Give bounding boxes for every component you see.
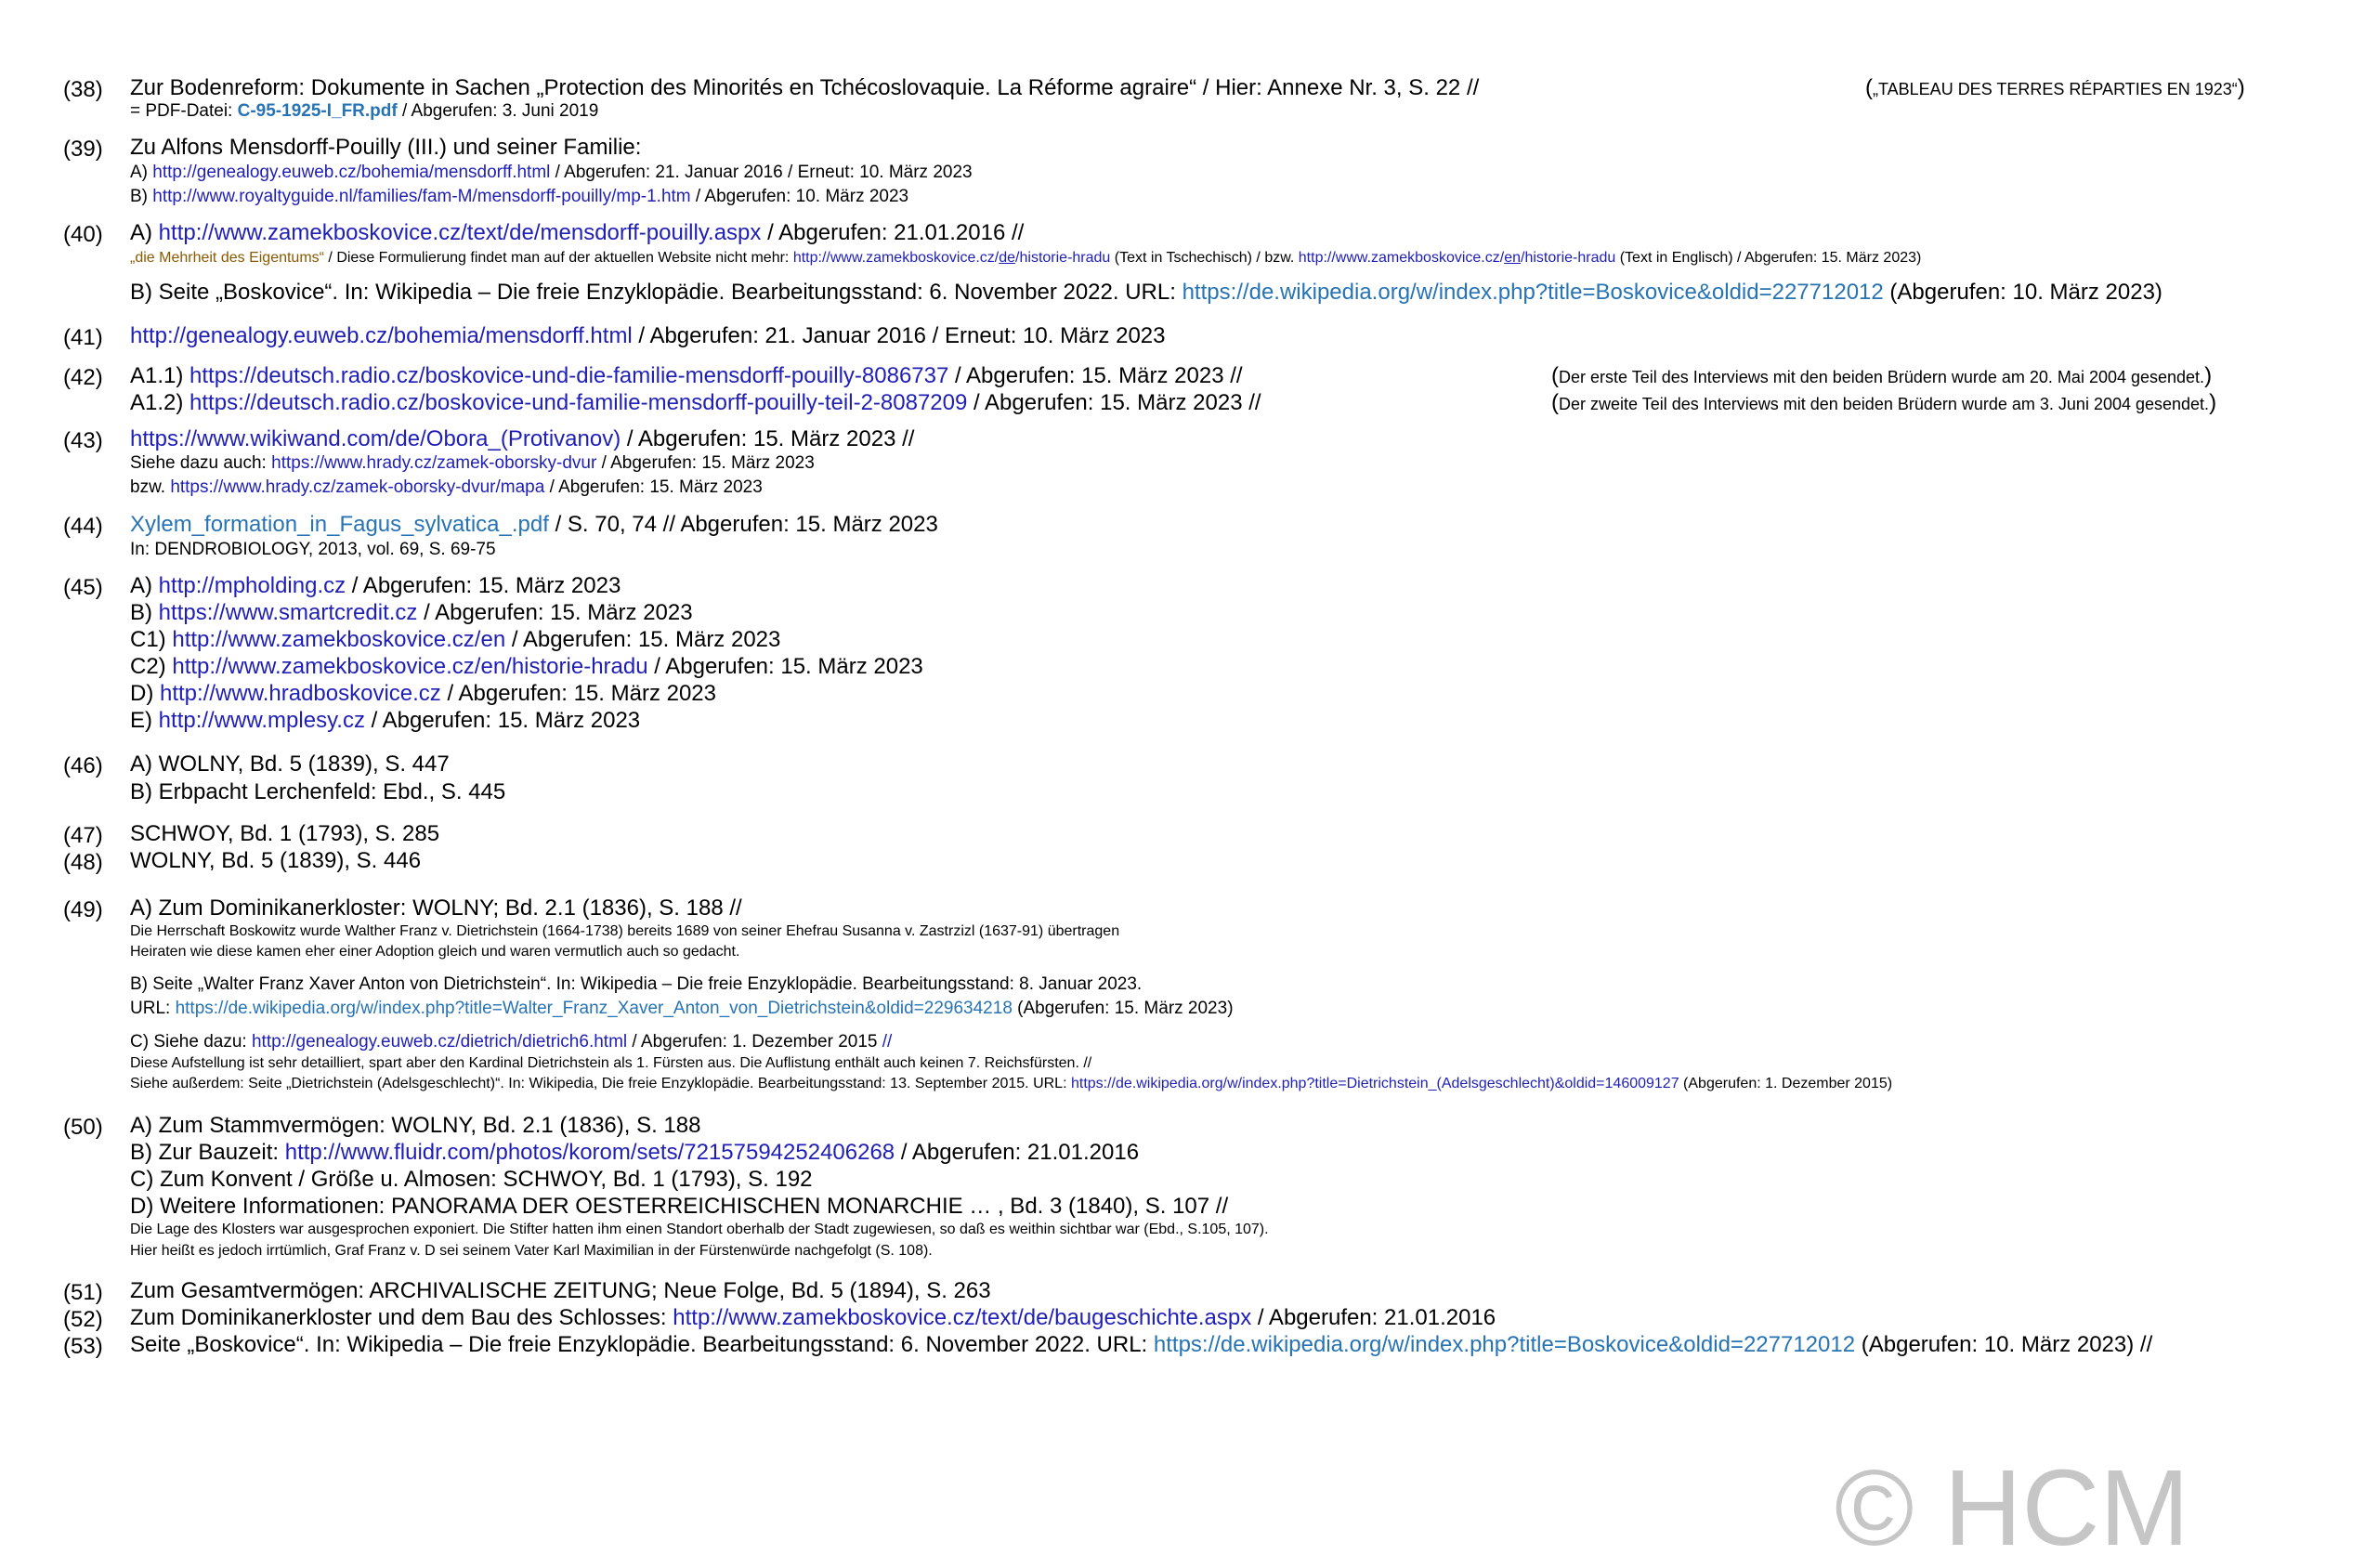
side-note-text: Der erste Teil des Interviews mit den beiden Brüdern wurde am 20. Mai 2004 gesendet. bbox=[1559, 368, 2205, 386]
reference-link[interactable]: https://www.hrady.cz/zamek-oborsky-dvur/mapa bbox=[170, 477, 545, 497]
footnote-text: Hier heißt es jedoch irrtümlich, Graf Franz v. D sei seinem Vater Karl Maximilian in der Fürstenwürde nachgefolgt (S. 108). bbox=[130, 1243, 933, 1259]
footnote-text: (Abgerufen: 1. Dezember 2015) bbox=[1679, 1076, 1893, 1091]
reference-link[interactable]: http://www.zamekboskovice.cz/en bbox=[172, 627, 506, 652]
footnote-text: A) Zum Dominikanerkloster: WOLNY; Bd. 2.1 (1836), S. 188 // bbox=[130, 895, 742, 921]
reference-link[interactable]: https://www.hrady.cz/zamek-oborsky-dvur bbox=[271, 453, 597, 473]
footnote-line bbox=[130, 134, 641, 162]
footnote-number: (41) bbox=[63, 325, 103, 350]
open-paren: ( bbox=[1865, 75, 1873, 100]
footnote-line bbox=[130, 1241, 933, 1261]
footnote-text: // bbox=[882, 1032, 893, 1052]
footnote-number: (47) bbox=[63, 823, 103, 848]
footnote-line bbox=[130, 895, 742, 922]
footnote-text: WOLNY, Bd. 5 (1839), S. 446 bbox=[130, 848, 422, 873]
footnote-text: Die Lage des Klosters war ausgesprochen exponiert. Die Stifter hatten ihm einen Standort oberhalb der Stadt zugewiesen, so daß es weithin sichtbar war (Ebd., S.105, 107). bbox=[130, 1222, 1269, 1237]
footnote-text: (Text in Tschechisch) / bzw. bbox=[1110, 250, 1299, 266]
footnote-line bbox=[130, 1074, 1892, 1094]
reference-link[interactable]: http://www.zamekboskovice.cz/en/historie-hradu bbox=[172, 654, 648, 679]
footnote-line bbox=[130, 362, 1243, 390]
footnote-text: = PDF-Datei: bbox=[130, 101, 238, 121]
reference-link[interactable]: https://de.wikipedia.org/w/index.php?title=Walter_Franz_Xaver_Anton_von_Dietrichstein&oldid=229634218 bbox=[175, 999, 1013, 1018]
footnote-line bbox=[130, 511, 938, 539]
footnote-line bbox=[130, 707, 640, 735]
reference-link[interactable]: https://de.wikipedia.org/w/index.php?title=Dietrichstein_(Adelsgeschlecht)&oldid=146009127 bbox=[1070, 1076, 1679, 1091]
side-note-text: Der zweite Teil des Interviews mit den beiden Brüdern wurde am 3. Juni 2004 gesendet. bbox=[1559, 395, 2210, 413]
open-paren: ( bbox=[1551, 390, 1559, 415]
footnote-line bbox=[130, 1220, 1269, 1240]
footnote-text: (Text in Englisch) / Abgerufen: 15. März 2023) bbox=[1615, 250, 1922, 266]
side-note-tableau bbox=[1865, 74, 2245, 105]
footnote-number: (51) bbox=[63, 1280, 103, 1305]
reference-link[interactable]: http://www.hradboskovice.cz bbox=[160, 681, 441, 706]
footnote-text: / Abgerufen: 15. März 2023 bbox=[417, 600, 693, 625]
footnote-number: (50) bbox=[63, 1115, 103, 1140]
footnote-text: / Abgerufen: 15. März 2023 bbox=[505, 627, 781, 652]
footnote-text: / Abgerufen: 15. März 2023 // bbox=[621, 426, 915, 451]
copyright-watermark: © HCM bbox=[1835, 1447, 2189, 1568]
footnote-number: (46) bbox=[63, 753, 103, 778]
footnote-line bbox=[130, 1277, 991, 1305]
reference-link[interactable]: http://genealogy.euweb.cz/bohemia/mensdorff.html bbox=[152, 163, 551, 182]
reference-link[interactable]: https://deutsch.radio.cz/boskovice-und-familie-mensdorff-pouilly-teil-2-8087209 bbox=[189, 390, 968, 415]
reference-link[interactable]: de bbox=[999, 250, 1016, 266]
reference-link[interactable]: http://genealogy.euweb.cz/dietrich/dietrich6.html bbox=[251, 1032, 628, 1052]
footnote-line bbox=[130, 452, 815, 475]
footnote-text: / Abgerufen: 3. Juni 2019 bbox=[397, 101, 599, 121]
reference-link[interactable]: http://genealogy.euweb.cz/bohemia/mensdorff.html bbox=[130, 323, 633, 348]
footnote-line bbox=[130, 162, 973, 184]
footnote-text: In: DENDROBIOLOGY, 2013, vol. 69, S. 69-75 bbox=[130, 540, 496, 559]
footnote-line bbox=[130, 186, 908, 208]
reference-link[interactable]: http://www.mplesy.cz bbox=[158, 708, 365, 733]
footnote-number: (40) bbox=[63, 222, 103, 247]
footnote-number: (43) bbox=[63, 428, 103, 453]
footnote-line bbox=[130, 973, 1142, 996]
reference-link[interactable]: http://www.royaltyguide.nl/families/fam-M/mensdorff-pouilly/mp-1.htm bbox=[152, 187, 691, 206]
footnote-text: URL: bbox=[130, 999, 176, 1018]
side-note-text: „TABLEAU DES TERRES RÉPARTIES EN 1923“ bbox=[1873, 80, 2238, 98]
reference-link[interactable]: Xylem_formation_in_Fagus_sylvatica_.pdf bbox=[130, 512, 549, 537]
footnote-text: / Abgerufen: 21.01.2016 // bbox=[761, 220, 1025, 245]
footnote-text: Zu Alfons Mensdorff-Pouilly (III.) und seiner Familie: bbox=[130, 135, 642, 160]
footnote-number: (44) bbox=[63, 514, 103, 539]
footnote-text: / Abgerufen: 15. März 2023 bbox=[346, 573, 621, 598]
footnote-text: Heiraten wie diese kamen eher einer Adoption gleich und waren vermutlich auch so gedacht. bbox=[130, 944, 740, 960]
footnote-number: (39) bbox=[63, 137, 103, 162]
reference-link[interactable]: /historie-hradu bbox=[1015, 250, 1111, 266]
footnote-text: A) bbox=[130, 573, 159, 598]
close-paren: ) bbox=[2204, 363, 2213, 388]
reference-link[interactable]: https://de.wikipedia.org/w/index.php?title=Boskovice&oldid=227712012 bbox=[1153, 1332, 1856, 1357]
footnote-line bbox=[130, 1139, 1139, 1167]
reference-link[interactable]: /historie-hradu bbox=[1521, 250, 1616, 266]
footnote-line bbox=[130, 998, 1234, 1020]
reference-link[interactable]: http://www.zamekboskovice.cz/text/de/baugeschichte.aspx bbox=[673, 1305, 1252, 1330]
footnote-line bbox=[130, 820, 439, 848]
footnote-text: C1) bbox=[130, 627, 173, 652]
footnote-line bbox=[130, 477, 763, 499]
footnote-number: (53) bbox=[63, 1334, 103, 1359]
reference-link[interactable]: http://mpholding.cz bbox=[158, 573, 346, 598]
footnote-text: A) bbox=[130, 220, 159, 245]
footnote-text: / Abgerufen: 21.01.2016 bbox=[895, 1140, 1140, 1165]
reference-link[interactable]: http://www.zamekboskovice.cz/text/de/mensdorff-pouilly.aspx bbox=[158, 220, 762, 245]
reference-link[interactable]: https://deutsch.radio.cz/boskovice-und-die-familie-mensdorff-pouilly-8086737 bbox=[189, 363, 949, 388]
footnote-number: (52) bbox=[63, 1307, 103, 1332]
footnote-text: (Abgerufen: 10. März 2023) bbox=[1883, 280, 2162, 305]
footnote-text: A) WOLNY, Bd. 5 (1839), S. 447 bbox=[130, 751, 450, 777]
side-note-interview-2 bbox=[1551, 389, 2216, 420]
footnote-text: / Abgerufen: 15. März 2023 bbox=[596, 453, 815, 473]
footnote-line bbox=[130, 1053, 1091, 1074]
reference-link[interactable]: C-95-1925-I_FR.pdf bbox=[237, 101, 398, 121]
footnote-line bbox=[130, 599, 693, 627]
footnote-line bbox=[130, 219, 1024, 247]
footnote-line bbox=[130, 539, 496, 561]
footnote-text: (Abgerufen: 15. März 2023) bbox=[1012, 999, 1234, 1018]
footnote-line bbox=[130, 778, 505, 806]
footnote-text: Diese Aufstellung ist sehr detailliert, spart aber den Kardinal Dietrichstein als 1. Fürsten aus. Die Auflistung enthält auch keinen 7. Reichsfürsten. // bbox=[130, 1055, 1092, 1071]
footnote-text: B) Erbpacht Lerchenfeld: Ebd., S. 445 bbox=[130, 779, 506, 804]
footnote-text: Siehe dazu auch: bbox=[130, 453, 272, 473]
footnote-text: B) Seite „Walter Franz Xaver Anton von Dietrichstein“. In: Wikipedia – Die freie Enzyklopädie. Bearbeitungsstand: 8. Januar 2023. bbox=[130, 974, 1143, 994]
footnote-line bbox=[130, 1304, 1496, 1332]
footnote-text: B) Zur Bauzeit: bbox=[130, 1140, 285, 1165]
footnote-line bbox=[130, 322, 1165, 350]
footnote-line bbox=[130, 389, 1261, 417]
footnote-text: „die Mehrheit des Eigentums“ bbox=[130, 250, 324, 266]
footnote-text: Siehe außerdem: Seite „Dietrichstein (Adelsgeschlecht)“. In: Wikipedia, Die freie Enzyklopädie. Bearbeitungsstand: 13. September 2015. URL: bbox=[130, 1076, 1071, 1091]
reference-link[interactable]: http://www.zamekboskovice.cz/ bbox=[792, 250, 1000, 266]
footnote-text: / Abgerufen: 15. März 2023 bbox=[544, 477, 763, 497]
footnote-text: Die Herrschaft Boskowitz wurde Walther Franz v. Dietrichstein (1664-1738) bereits 1689 von seiner Ehefrau Susanna v. Zastrzizl (1637-91) übertragen bbox=[130, 923, 1120, 939]
footnote-text: C) Zum Konvent / Größe u. Almosen: SCHWOY, Bd. 1 (1793), S. 192 bbox=[130, 1167, 813, 1192]
open-paren: ( bbox=[1551, 363, 1559, 388]
footnote-line bbox=[130, 1031, 892, 1053]
footnote-line bbox=[130, 847, 421, 875]
footnote-text: / Diese Formulierung findet man auf der aktuellen Website nicht mehr: bbox=[323, 250, 793, 266]
reference-link[interactable]: en bbox=[1504, 250, 1521, 266]
footnote-line bbox=[130, 572, 621, 600]
footnote-text: Seite „Boskovice“. In: Wikipedia – Die freie Enzyklopädie. Bearbeitungsstand: 6. November 2022. URL: bbox=[130, 1332, 1154, 1357]
close-paren: ) bbox=[2209, 390, 2217, 415]
footnote-line bbox=[130, 751, 450, 778]
footnote-text: / Abgerufen: 15. März 2023 bbox=[440, 681, 717, 706]
footnote-text: / Abgerufen: 21. Januar 2016 / Erneut: 10. März 2023 bbox=[632, 323, 1166, 348]
footnote-text: Zum Gesamtvermögen: ARCHIVALISCHE ZEITUNG; Neue Folge, Bd. 5 (1894), S. 263 bbox=[130, 1278, 991, 1303]
footnote-text: / Abgerufen: 15. März 2023 // bbox=[948, 363, 1243, 388]
footnote-line bbox=[130, 1193, 1228, 1221]
footnote-text: / Abgerufen: 1. Dezember 2015 bbox=[627, 1032, 882, 1052]
footnote-text: / S. 70, 74 // Abgerufen: 15. März 2023 bbox=[548, 512, 938, 537]
footnote-text: D) Weitere Informationen: PANORAMA DER OESTERREICHISCHEN MONARCHIE … , Bd. 3 (1840), S. 107 // bbox=[130, 1194, 1229, 1219]
footnote-text: / Abgerufen: 21.01.2016 bbox=[1251, 1305, 1496, 1330]
footnote-text: / Abgerufen: 21. Januar 2016 / Erneut: 10. März 2023 bbox=[550, 163, 973, 182]
footnote-line bbox=[130, 1112, 700, 1140]
footnote-line bbox=[130, 74, 1479, 102]
footnote-line bbox=[130, 1166, 813, 1194]
reference-link[interactable]: http://www.zamekboskovice.cz/ bbox=[1298, 250, 1505, 266]
footnote-number: (42) bbox=[63, 365, 103, 390]
footnote-line bbox=[130, 653, 923, 681]
footnote-text: A1.1) bbox=[130, 363, 190, 388]
footnote-text: D) bbox=[130, 681, 160, 706]
footnote-line bbox=[130, 425, 914, 453]
footnote-text: A1.2) bbox=[130, 390, 190, 415]
footnote-line bbox=[130, 279, 2162, 307]
footnote-text: SCHWOY, Bd. 1 (1793), S. 285 bbox=[130, 821, 440, 846]
footnote-text: / Abgerufen: 15. März 2023 bbox=[647, 654, 923, 679]
footnote-line bbox=[130, 1331, 2152, 1359]
footnote-number: (49) bbox=[63, 897, 103, 922]
footnote-text: B) Seite „Boskovice“. In: Wikipedia – Die freie Enzyklopädie. Bearbeitungsstand: 6. November 2022. URL: bbox=[130, 280, 1182, 305]
footnote-text: A) Zum Stammvermögen: WOLNY, Bd. 2.1 (1836), S. 188 bbox=[130, 1113, 701, 1138]
footnote-text: B) bbox=[130, 600, 159, 625]
footnote-text: Zum Dominikanerkloster und dem Bau des Schlosses: bbox=[130, 1305, 673, 1330]
footnote-text: / Abgerufen: 10. März 2023 bbox=[690, 187, 909, 206]
reference-link[interactable]: https://www.wikiwand.com/de/Obora_(Protivanov) bbox=[130, 426, 621, 451]
close-paren: ) bbox=[2237, 75, 2245, 100]
reference-link[interactable]: https://de.wikipedia.org/w/index.php?title=Boskovice&oldid=227712012 bbox=[1182, 280, 1884, 305]
footnote-number: (45) bbox=[63, 575, 103, 600]
footnote-text: / Abgerufen: 15. März 2023 bbox=[364, 708, 641, 733]
footnote-line bbox=[130, 626, 780, 654]
footnote-text: B) bbox=[130, 187, 153, 206]
footnote-text: C2) bbox=[130, 654, 173, 679]
footnote-text: (Abgerufen: 10. März 2023) // bbox=[1855, 1332, 2153, 1357]
footnote-number: (38) bbox=[63, 77, 103, 102]
footnote-line bbox=[130, 680, 716, 708]
reference-link[interactable]: http://www.fluidr.com/photos/korom/sets/72157594252406268 bbox=[284, 1140, 895, 1165]
footnote-line bbox=[130, 942, 739, 962]
footnote-text: C) Siehe dazu: bbox=[130, 1032, 252, 1052]
footnote-text: A) bbox=[130, 163, 153, 182]
footnote-line bbox=[130, 921, 1119, 942]
footnote-line bbox=[130, 248, 1921, 268]
footnote-text: bzw. bbox=[130, 477, 171, 497]
footnote-number: (48) bbox=[63, 850, 103, 875]
footnote-text: E) bbox=[130, 708, 159, 733]
footnote-text: / Abgerufen: 15. März 2023 // bbox=[967, 390, 1261, 415]
footnote-text: Zur Bodenreform: Dokumente in Sachen „Protection des Minorités en Tchécoslovaquie. La Réforme agraire“ / Hier: Annexe Nr. 3, S. 22 // bbox=[130, 75, 1480, 100]
footnote-line bbox=[130, 100, 598, 123]
reference-link[interactable]: https://www.smartcredit.cz bbox=[158, 600, 418, 625]
